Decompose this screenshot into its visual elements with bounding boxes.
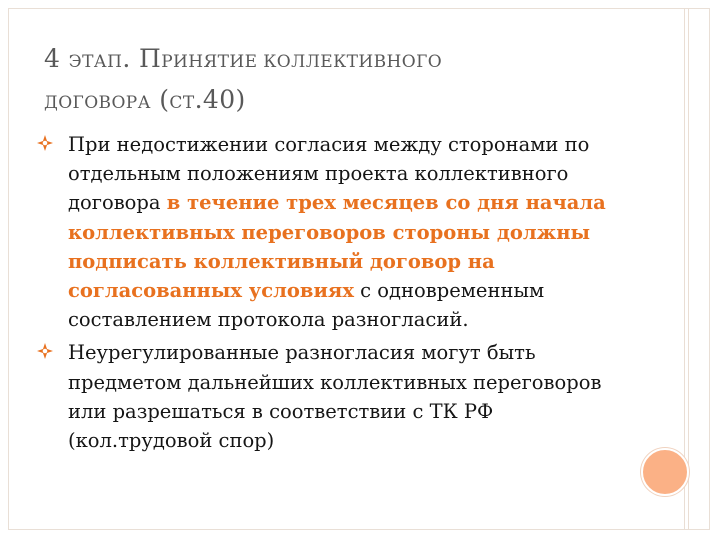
four-point-star-bullet-icon [37,343,53,359]
title-step-word: ЭТАП [68,52,123,72]
title-period-initial: . П [122,44,162,73]
frame-right-rule [684,8,685,530]
bullet-2-text: Неурегулированные разногласия могут быть предметом дальнейших коллективных переговоров или разрешаться в соответствии с ТК РФ (кол.трудовой спор) [68,341,602,453]
slide-body [42,130,612,459]
title-article-abbr: СТ [169,93,195,113]
title-article-number: .40) [194,85,246,114]
title-paren: ( [150,85,170,114]
title-heading-rest: РИНЯТИЕ КОЛЛЕКТИВНОГО [161,52,443,72]
bullet-1-text-after: с одновременным составлением протокола разногласий. [68,279,545,332]
title-step-number: 4 [44,44,69,73]
bullet-item-1 [42,130,612,334]
bullet-item-2 [42,338,612,455]
bullet-1-highlight: в течение трех месяцев со дня начала коллективных переговоров стороны должны подписать коллективный договор на согласованных условиях [68,191,606,303]
title-contract-word: ДОГОВОРА [44,93,151,113]
four-point-star-bullet-icon [37,135,53,151]
frame-right-rule-2 [688,8,689,530]
bullet-1-text-before: При недостижении согласия между сторонами по отдельным положениям проекта коллективного договора [68,133,590,215]
slide-title [44,40,624,122]
decorative-orange-circle [641,448,689,496]
